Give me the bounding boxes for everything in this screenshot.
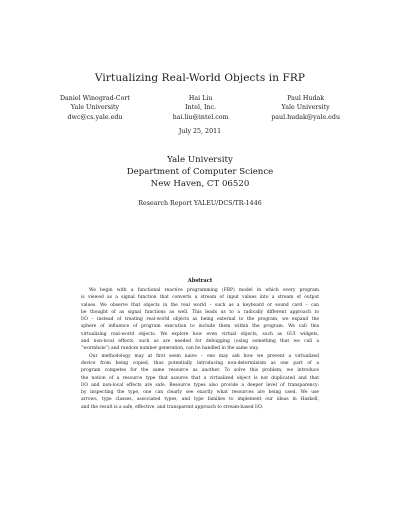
publication-date: July 25, 2011: [178, 128, 222, 135]
abstract-line: and the result is a safe, effective, and transparent approach to stream-based I/O.: [81, 404, 264, 410]
abstract-heading: Abstract: [187, 278, 213, 284]
abstract-line: I/O and non-local effects are safe. Resource types also provide a deeper level of transparency:: [81, 382, 319, 388]
abstract-line: “wormhole”) and random number generation, can be handled in the same way.: [81, 346, 259, 352]
abstract-line: We begin with a functional reactive programming (FRP) model in which every program: [89, 288, 319, 293]
author-email: hai.liu@intel.com: [172, 113, 229, 121]
paper-title: Virtualizing Real-World Objects in FRP: [94, 72, 306, 84]
abstract-paragraph-1: [81, 287, 319, 353]
university-name: Yale University: [167, 155, 233, 165]
author-3: [271, 94, 340, 122]
author-name: Daniel Winograd-Cort: [60, 95, 130, 102]
department-name: Department of Computer Science: [126, 167, 274, 177]
report-number: Research Report YALEU/DCS/TR-1446: [138, 200, 262, 207]
abstract-line: and non-local effects, such as are needed for debugging (using something that we call a: [81, 339, 319, 345]
author-email: paul.hudak@yale.edu: [271, 113, 340, 121]
abstract-line: arrows, type classes, associated types, and type families to implement our ideas in Haskell,: [81, 397, 319, 403]
author-name: Paul Hudak: [287, 95, 325, 102]
abstract-line: by inspecting the type, one can clearly see exactly what resources are being used. We use: [81, 390, 319, 396]
abstract-paragraph-2: [81, 353, 319, 411]
abstract-line: Our methodology may at first seem naive – one may ask how we prevent a virtualized: [89, 353, 319, 359]
author-name: Hai Liu: [188, 95, 213, 102]
author-email: dwc@cs.yale.edu: [67, 113, 123, 121]
city-address: New Haven, CT 06520: [150, 179, 250, 189]
institution-block: [0, 154, 400, 190]
abstract-line: device from being copied, thus potentially introducing non-determinism as one part of a: [81, 360, 319, 366]
abstract-line: be thought of as signal functions as well. This leads us to a radically different approach to: [81, 309, 319, 315]
abstract-line: program competes for the same resource as another. To solve this problem, we introduce: [81, 368, 319, 374]
abstract-line: is viewed as a signal function that converts a stream of input values into a stream of output: [81, 295, 319, 301]
author-2: [173, 94, 229, 122]
abstract-line: sphere of influence of program execution to include them within the program. We call this: [81, 324, 319, 330]
author-affiliation: Yale University: [281, 104, 330, 112]
abstract-line: values. We observe that objects in the real world – such as a keyboard or sound card – can: [81, 302, 319, 308]
author-affiliation: Intel, Inc.: [185, 104, 217, 112]
abstract-line: virtualizing real-world objects. We explore how even virtual objects, such as GUI widgets,: [81, 331, 319, 337]
abstract-body: [81, 287, 319, 411]
author-1: [60, 94, 130, 122]
author-affiliation: Yale University: [70, 104, 120, 112]
author-block: [60, 94, 340, 122]
abstract-line: I/O – instead of treating real-world objects as being external to the program, we expand the: [81, 317, 319, 323]
abstract-line: the notion of a resource type that assures that a virtualized object is not duplicated and that: [81, 375, 319, 381]
